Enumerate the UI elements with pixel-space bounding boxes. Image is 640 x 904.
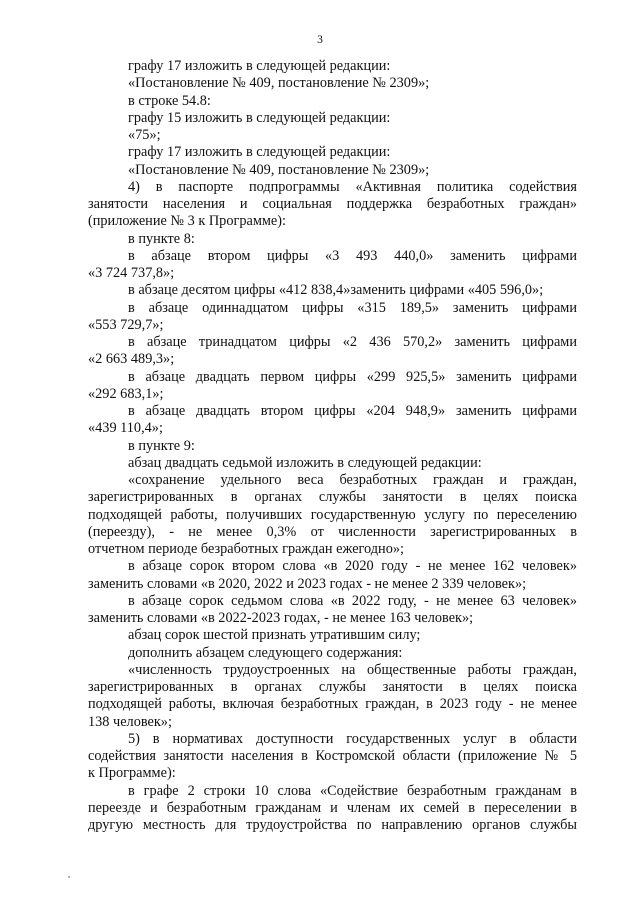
- text-line: «292 683,1»;: [88, 385, 164, 402]
- text-line: переезде и безработным гражданам и членам их семей в переселении в: [88, 799, 577, 816]
- text-line: в абзаце втором цифры «3 493 440,0» заменить цифрами: [128, 247, 577, 264]
- text-line: (переезду), - не менее 0,3% от численности зарегистрированных в: [88, 523, 577, 540]
- text-line: (приложение № 3 к Программе):: [88, 213, 287, 230]
- text-line: зарегистрированных в органах службы занятости в целях поиска: [88, 489, 577, 506]
- text-line: 4) в паспорте подпрограммы «Активная политика содействия: [128, 178, 577, 195]
- text-line: в абзаце одиннадцатом цифры «315 189,5» заменить цифрами: [128, 299, 577, 316]
- text-line: в пункте 8:: [128, 230, 195, 247]
- text-line: «Постановление № 409, постановление № 2309»;: [128, 75, 430, 92]
- text-line: в абзаце двадцать втором цифры «204 948,9» заменить цифрами: [128, 403, 577, 419]
- text-line: в абзаце десятом цифры «412 838,4»заменить цифрами «405 596,0»;: [128, 282, 544, 299]
- text-line: абзац сорок шестой признать утратившим силу;: [128, 627, 421, 644]
- text-line: «439 110,4»;: [88, 420, 163, 437]
- text-line: «сохранение удельного веса безработных граждан и граждан,: [128, 472, 577, 488]
- text-line: «3 724 737,8»;: [88, 265, 175, 281]
- text-line: подходящей работы, получивших государственную услугу по переселению: [88, 506, 577, 523]
- text-line: подходящей работы, включая безработных граждан, в 2023 году - не менее: [88, 696, 577, 713]
- text-line: в абзаце сорок втором слова «в 2020 году - не менее 162 человек»: [128, 558, 577, 575]
- text-line: заменить словами «в 2020, 2022 и 2023 годах - не менее 2 339 человек»;: [88, 575, 527, 592]
- text-line: в абзаце тринадцатом цифры «2 436 570,2» заменить цифрами: [128, 334, 577, 350]
- text-line: к Программе):: [88, 765, 176, 782]
- text-line: занятости населения и социальная поддержка безработных граждан»: [88, 196, 577, 212]
- text-line: «2 663 489,3»;: [88, 351, 175, 368]
- text-line: другую местность для трудоустройства по направлению органов службы: [88, 817, 577, 833]
- text-line: «75»;: [128, 127, 161, 143]
- text-line: содействия занятости населения в Костромской области (приложение № 5: [88, 748, 577, 764]
- text-line: графу 15 изложить в следующей редакции:: [128, 109, 391, 126]
- text-line: отчетном периоде безработных граждан ежегодно»;: [88, 541, 404, 557]
- page-number: 3: [317, 34, 323, 46]
- text-line: в абзаце двадцать первом цифры «299 925,5» заменить цифрами: [128, 368, 577, 385]
- text-line: зарегистрированных в органах службы занятости в целях поиска: [88, 679, 577, 695]
- text-line: в пункте 9:: [128, 437, 195, 454]
- text-line: заменить словами «в 2022-2023 годах, - не менее 163 человек»;: [88, 610, 474, 626]
- text-line: абзац двадцать седьмой изложить в следующей редакции:: [128, 454, 482, 471]
- text-line: «Постановление № 409, постановление № 2309»;: [128, 161, 430, 178]
- document-body: [88, 58, 577, 834]
- text-line: графу 17 изложить в следующей редакции:: [128, 58, 391, 74]
- text-line: «численность трудоустроенных на общественные работы граждан,: [128, 661, 577, 678]
- text-line: 138 человек»;: [88, 713, 172, 730]
- text-line: в абзаце сорок седьмом слова «в 2022 году, - не менее 63 человек»: [128, 592, 577, 609]
- text-line: дополнить абзацем следующего содержания:: [128, 644, 403, 661]
- text-line: графу 17 изложить в следующей редакции:: [128, 144, 391, 161]
- text-line: «553 729,7»;: [88, 316, 164, 333]
- scan-dot: [68, 876, 70, 878]
- text-line: в графе 2 строки 10 слова «Содействие безработным гражданам в: [128, 782, 577, 799]
- text-line: в строке 54.8:: [128, 92, 211, 109]
- text-line: 5) в нормативах доступности государственных услуг в области: [128, 730, 577, 747]
